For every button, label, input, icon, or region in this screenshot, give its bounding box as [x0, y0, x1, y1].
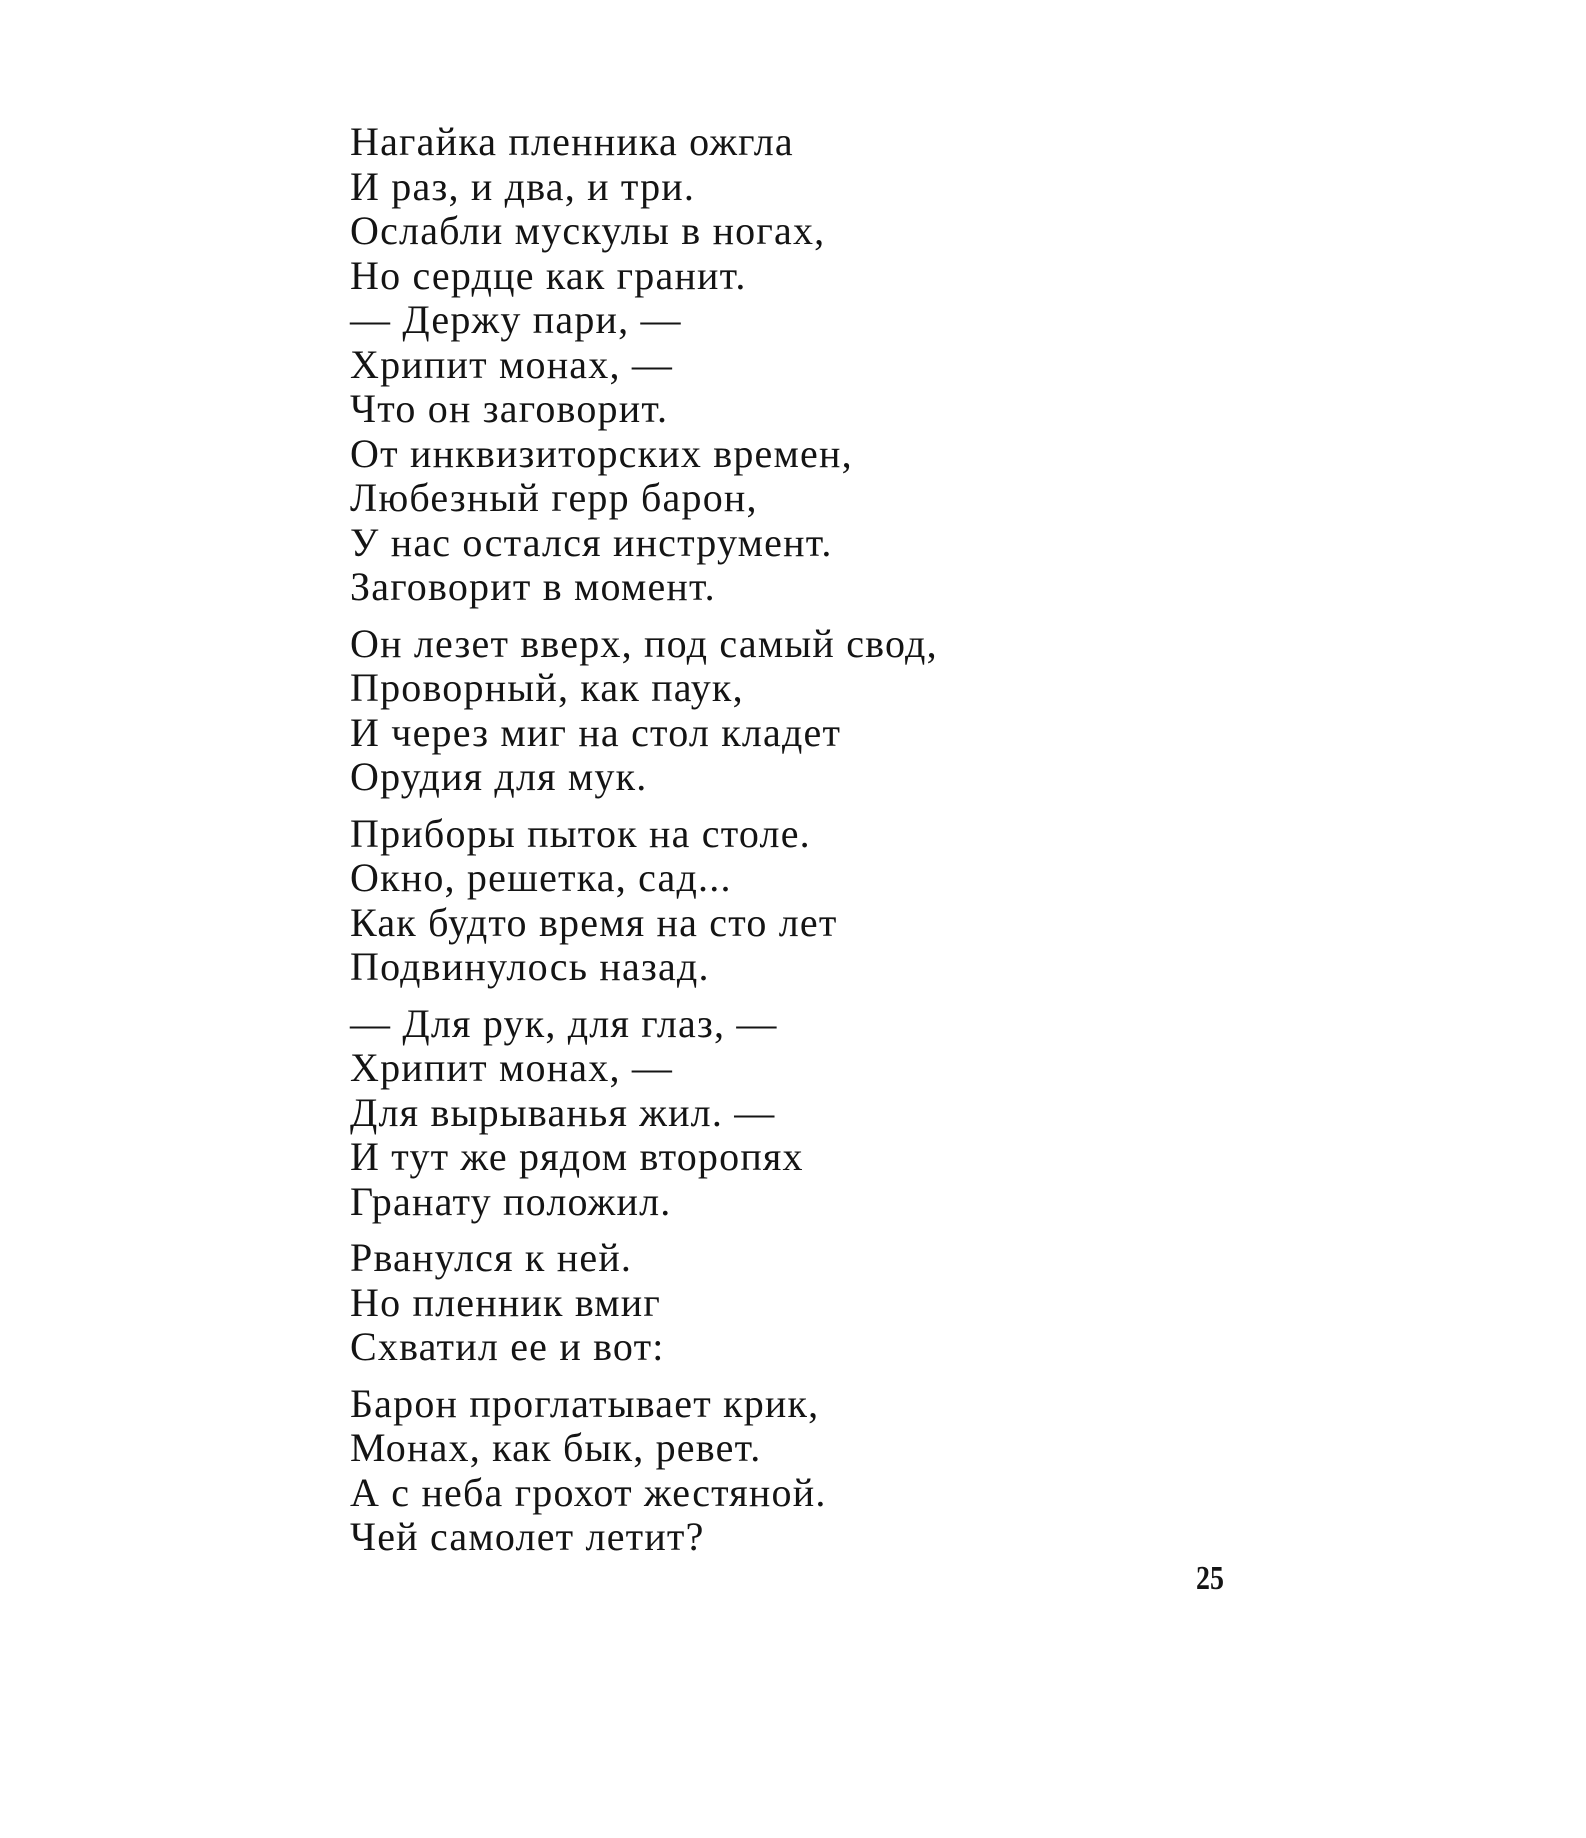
poem-line: Барон проглатывает крик, [350, 1380, 820, 1426]
poem-line: А с неба грохот жестяной. [350, 1469, 827, 1515]
poem-line: Окно, решетка, сад... [350, 855, 732, 900]
poem-text [350, 120, 1250, 1560]
poem-line: — Держу пари, — [350, 297, 682, 342]
stanza-4 [350, 1002, 1250, 1225]
poem-line: Хрипит монах, — [350, 341, 674, 387]
poem-line: Подвинулось назад. [350, 944, 710, 989]
poem-line: Он лезет вверх, под самый свод, [350, 620, 938, 666]
stanza-5 [350, 1236, 1250, 1370]
stanza-6 [350, 1382, 1250, 1560]
poem-line: От инквизиторских времен, [350, 430, 853, 476]
poem-line: И тут же рядом второпях [350, 1134, 804, 1179]
stanza-3 [350, 812, 1250, 990]
poem-line: Монах, как бык, ревет. [350, 1425, 762, 1470]
poem-line: Любезный герр барон, [350, 475, 758, 520]
poem-line: Гранату положил. [350, 1178, 672, 1224]
poem-line: Для вырыванья жил. — [350, 1089, 776, 1135]
poem-line: Но пленник вмиг [350, 1279, 661, 1325]
page-number: 25 [1196, 1560, 1224, 1597]
poem-line: Чей самолет летит? [350, 1514, 705, 1559]
poem-line: Схватил ее и вот: [350, 1324, 665, 1369]
poem-line: Проворный, как паук, [350, 665, 744, 710]
poem-line: И через миг на стол кладет [350, 709, 842, 755]
poem-line: Что он заговорит. [350, 386, 669, 431]
poem-line: У нас остался инструмент. [350, 519, 833, 565]
poem-line: Рванулся к ней. [350, 1235, 633, 1280]
poem-line: Заговорит в момент. [350, 564, 716, 609]
poem-line: — Для рук, для глаз, — [350, 1000, 778, 1046]
poem-line: И раз, и два, и три. [350, 163, 696, 209]
poem-line: Хрипит монах, — [350, 1045, 674, 1090]
stanza-1 [350, 120, 1250, 610]
stanza-2 [350, 622, 1250, 800]
poem-line: Орудия для мук. [350, 754, 648, 799]
poem-line: Приборы пыток на столе. [350, 810, 811, 856]
poem-line: Как будто время на сто лет [350, 899, 838, 945]
poem-line: Но сердце как гранит. [350, 252, 747, 298]
poem-line: Ослабли мускулы в ногах, [350, 208, 826, 253]
poem-line: Нагайка пленника ожгла [350, 119, 794, 164]
